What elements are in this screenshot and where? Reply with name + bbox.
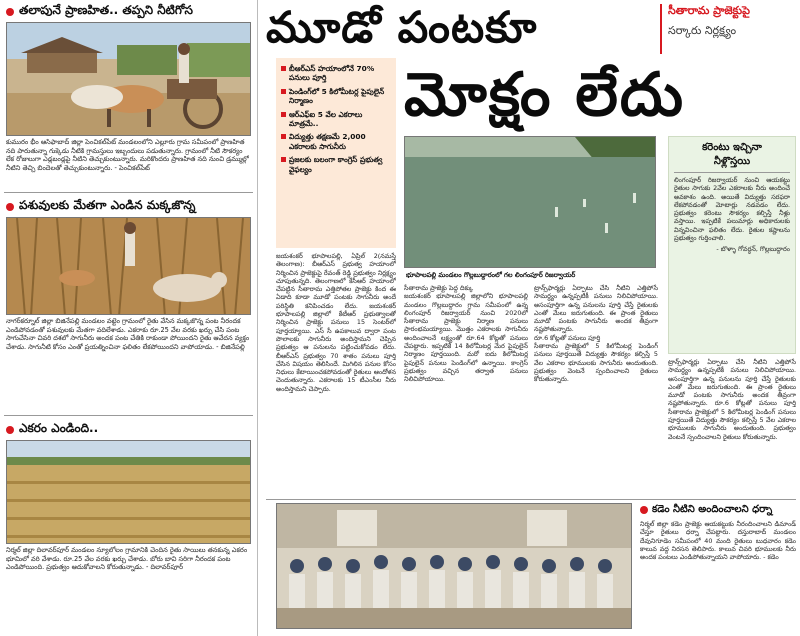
divider <box>266 499 796 500</box>
bullock-cart-image <box>7 23 251 136</box>
dry-maize-field-image <box>7 218 251 315</box>
farmers-protest-image <box>277 504 632 629</box>
body-column-2: సీతారామ ప్రాజెక్టు పెద్ద దిక్కు జయశంకర్ భూపాలపల్లి జిల్లాలోని భూపాలపల్లి మండలం గొల్లబుద్దారం గ్రామ సమీపంలో ఉన్న లింగంపూర్ రిజర్వాయర్ నుంచి 2020లో సీతారామ ప్రాజెక్టు నిర్మాణ పనులు ప్రారంభమయ్యాయి. మొత్తం ఎకరాలకు సాగునీరు అందించాలనే లక్ష్యంతో రూ.64 కోట్లతో పనులు చేపట్టారు. ఇప్పటికే 14 కిలోమీటర్ల మేర పైపులైన్ నిర్మాణం పూర్తయింది. మరో ఐదు కిలోమీటర్ల పైపులైన్ పనులు పెండింగ్‌లో ఉన్నాయి. కాంగ్రెస్ ప్రభుత్వం వచ్చిన తర్వాత పనులు నిలిచిపోయాయి. <box>404 284 528 384</box>
body-column-3: ట్రాన్స్‌ఫార్మర్లు ఏర్పాటు చేసి నీటిని ఎత్తిపోసే సామర్థ్యం ఉన్నప్పటికీ పనులు నిలిచిపోయాయి. అసంపూర్తిగా ఉన్న పనులను పూర్తి చేస్తే రైతులకు ఎంతో మేలు జరుగుతుంది. ఈ ప్రాంత రైతులు మూడో పంటకు సాగునీరు అందక తీవ్రంగా నష్టపోతున్నారు. రూ.6 కోట్లతో పనులు పూర్తి సీతారామ ప్రాజెక్టులో 5 కిలోమీటర్ల పెండింగ్ పనులు పూర్తయితే విద్యుత్తు సౌకర్యం కల్పిస్తే 5 వేల ఎకరాల భూములకు సాగునీరు అందుతుంది. ప్రభుత్వం వెంటనే స్పందించాలని రైతులు కోరుతున్నారు. <box>534 284 658 384</box>
story2-title: పశువులకు మేతగా ఎండిన మక్కజొన్న <box>0 195 257 217</box>
sidebar-title-1: కరెంటు ఇచ్చినా <box>702 142 762 153</box>
protest-photo <box>276 503 632 629</box>
highlight-item: బీఆర్‌ఎస్ హయాంలోనే 70% పనులు పూర్తి <box>281 64 391 83</box>
kicker-line-2: సర్కారు నిర్లక్ష్యం <box>668 24 737 37</box>
kicker-line-1: సీతారామ ప్రాజెక్టుపై <box>668 4 750 17</box>
headline-main: మూడో పంటకూ <box>266 3 538 53</box>
cattle-field-photo <box>6 217 251 315</box>
highlight-item: పెండింగ్‌లో 5 కిలోమీటర్ల పైపులైన్ నిర్మాణం <box>281 87 391 106</box>
highlight-item: ప్రజలకు బలంగా కాంగ్రెస్ ప్రభుత్వ వైఫల్యం <box>281 155 391 174</box>
story2-caption: నాగర్‌కర్నూల్ జిల్లా బిజినేపల్లి మండలం వట్టెం గ్రామంలో రైతు వేసిన మక్కజొన్న పంట నీరందక ఎండిపోవడంతో పశువులకు మేతగా వదిలేశాడు. ఎకరాకు రూ.25 వేల వరకు ఖర్చు చేసి పంట సాగుచేసినా చివరి దశలో సాగునీరు అందక పంట చేతికి రాకుండా పోయిందని రైతు ఆవేదన వ్యక్తం చేశాడు. సాగునీటి కోసం ఎంతో ప్రయత్నించినా ఫలితం లేకపోయిందని వాపోయాడు. - బిజినేపల్లి <box>6 317 250 351</box>
body-column-4: ట్రాన్స్‌ఫార్మర్లు ఏర్పాటు చేసి నీటిని ఎత్తిపోసే సామర్థ్యం ఉన్నప్పటికీ పనులు నిలిచిపోయాయి. అసంపూర్తిగా ఉన్న పనులను పూర్తి చేస్తే రైతులకు ఎంతో మేలు జరుగుతుంది. ఈ ప్రాంత రైతులు మూడో పంటకు సాగునీరు అందక తీవ్రంగా నష్టపోతున్నారు. రూ.6 కోట్లతో పనులు పూర్తి సీతారామ ప్రాజెక్టులో 5 కిలోమీటర్ల పెండింగ్ పనులు పూర్తయితే విద్యుత్తు సౌకర్యం కల్పిస్తే 5 వేల ఎకరాల భూములకు సాగునీరు అందుతుంది. ప్రభుత్వం వెంటనే స్పందించాలని రైతులు కోరుతున్నారు. <box>668 358 796 441</box>
bottom-story-text: నిర్మల్ జిల్లా కడెం ప్రాజెక్టు ఆయకట్టుకు నీరందించాలని డిమాండ్ చేస్తూ రైతులు ధర్నా చేపట్టారు. దస్తురాబాద్ మండలం దేవునిగూడెం సమీపంలో 40 మంది రైతులు బుధవారం కడెం కాలువ వద్ద నిరసన తెలిపారు. కాలువ చివరి భూములకు నీరు అందక పంటలు ఎండిపోతున్నాయని వాపోయారు. - కడెం <box>640 520 796 562</box>
reservoir-caption-text: భూపాలపల్లి మండలం గొల్లబుద్దారంలో గల లింగంపూర్ రిజర్వాయర్ <box>406 271 576 279</box>
story1-caption: కుమురం భీం ఆసిఫాబాద్ జిల్లా పెంచికల్‌పేట్ మండలంలోని ఎల్లూరు గ్రామ సమీపంలో ప్రాణహిత నది పారుతున్నా గుక్కెడు నీటికి గ్రామస్తులు ఇబ్బందులు పడుతున్నారు. గ్రామంలో నీటి సౌకర్యం లేక రోజులుగా ఎడ్లబండ్లపై నీటిని తెచ్చుకుంటున్నారు. మరికొందరు ప్రాణహిత నది నుంచి డ్రమ్ముల్లో నీటిని తెచ్చి బిందెలతో తెచ్చుకుంటున్నారు. - పెంచికల్‌పేట్ <box>6 138 249 172</box>
story3-title: ఎకరం ఎండింది.. <box>0 418 257 440</box>
sidebar-signature: - బొళ్ళా గోవర్ధన్, గొల్లబుద్దారం <box>716 245 790 254</box>
headline-kicker <box>660 4 796 54</box>
sidebar-box <box>668 136 796 354</box>
bullet-icon <box>6 8 14 16</box>
left-column <box>0 0 258 636</box>
dry-paddy-field-image <box>7 441 251 544</box>
divider <box>4 415 253 416</box>
highlight-item: ఆర్ఎఫ్ఐ 5 వేల ఎకరాలు మాత్రమే.. <box>281 110 391 129</box>
body-column-1: జయశంకర్ భూపాలపల్లి, ఏప్రిల్ 2(నమస్తే తెలంగాణ): బీఆర్‌ఎస్ ప్రభుత్వ హయాంలో నిర్మించిన ప్రాజెక్టుపై రేవంత్ రెడ్డి ప్రభుత్వం నిర్లక్ష్యం చూపుతున్నది. తెలంగాణలో కేసీఆర్ హయాంలో చేపట్టిన సీతారామ ఎత్తిపోతల ప్రాజెక్టు కింద ఈ ఏడాది కూడా మూడో పంటకు సాగునీరు అందే పరిస్థితి కనిపించడం లేదు. జయశంకర్ భూపాలపల్లి జిల్లాలో కేటీఆర్ ప్రభుత్వాలతో నిర్మించిన ప్రాజెక్టు పనులు 15 సెంటర్‌లో పూర్తయ్యాయి. ఎస్ సీ ఉపకాలువ ద్వారా పంట పొలాలకు సాగునీరు అందిస్తామని చెప్పిన ప్రభుత్వం ఆ పనులను పట్టించుకోవడం లేదు. బీఆర్‌ఎస్ ప్రభుత్వం 70 శాతం పనులు పూర్తి చేసిన విషయం తెలిసిందే. మిగిలిన పనుల కోసం నిధులు కేటాయించకపోవడంతో రైతులు ఆందోళన చెందుతున్నారు. ఎకరాలకు 15 టీఎంసీల నీరు అందిస్తామని చెప్పారు. <box>276 252 396 393</box>
reservoir-caption <box>404 270 656 282</box>
highlight-item: విద్యుత్తు తక్షణమే 2,000 ఎకరాలకు సాగునీరు <box>281 132 391 151</box>
bullet-icon <box>6 426 14 434</box>
reservoir-image <box>405 137 656 268</box>
bottom-story-title: కడెం నీటిని అందించాలని ధర్నా <box>640 503 796 517</box>
divider <box>4 192 253 193</box>
highlights-box <box>276 58 396 248</box>
bullet-icon <box>6 203 14 211</box>
bullock-cart-photo <box>6 22 251 136</box>
sidebar-title-2: నీళ్లొస్తయి <box>674 155 790 173</box>
reservoir-photo <box>404 136 656 268</box>
sidebar-text: లింగంపూర్ రిజర్వాయర్ నుంచి ఆయకట్టు రైతుల సాగుకు 2వేల ఎకరాలకు నీరు అందించే అవకాశం ఉంది. అయితే విద్యుత్తు సరఫరా లేకపోవడంతో మోటార్లు నడవడం లేదు. ప్రభుత్వం కరెంటు సౌకర్యం కల్పిస్తే నీళ్లు వస్తాయి. ఇప్పటికే పలుమార్లు అధికారులకు విన్నవించినా ఫలితం లేదు. రైతుల కష్టాలను ప్రభుత్వం గుర్తించాలి. <box>674 176 790 243</box>
story3-caption: నిర్మల్ జిల్లా దిలావర్‌పూర్ మండలం న్యూలోలం గ్రామానికి చెందిన రైతు సాయిలు తనకున్న ఎకరం భూమిలో వరి వేశాడు. రూ.25 వేల వరకు ఖర్చు చేశాడు. బోరు బావి సరిగా నీరందక పంట ఎండిపోయింది. ప్రభుత్వం ఆదుకోవాలని కోరుతున్నాడు. - దిలావర్‌పూర్ <box>6 546 248 572</box>
dry-paddy-photo <box>6 440 251 544</box>
bullet-icon <box>640 506 648 514</box>
headline-big: మోక్షం లేదు <box>404 60 686 130</box>
story1-title: తలాపునే ప్రాణహిత.. తప్పని నీటిగోస <box>0 0 257 22</box>
